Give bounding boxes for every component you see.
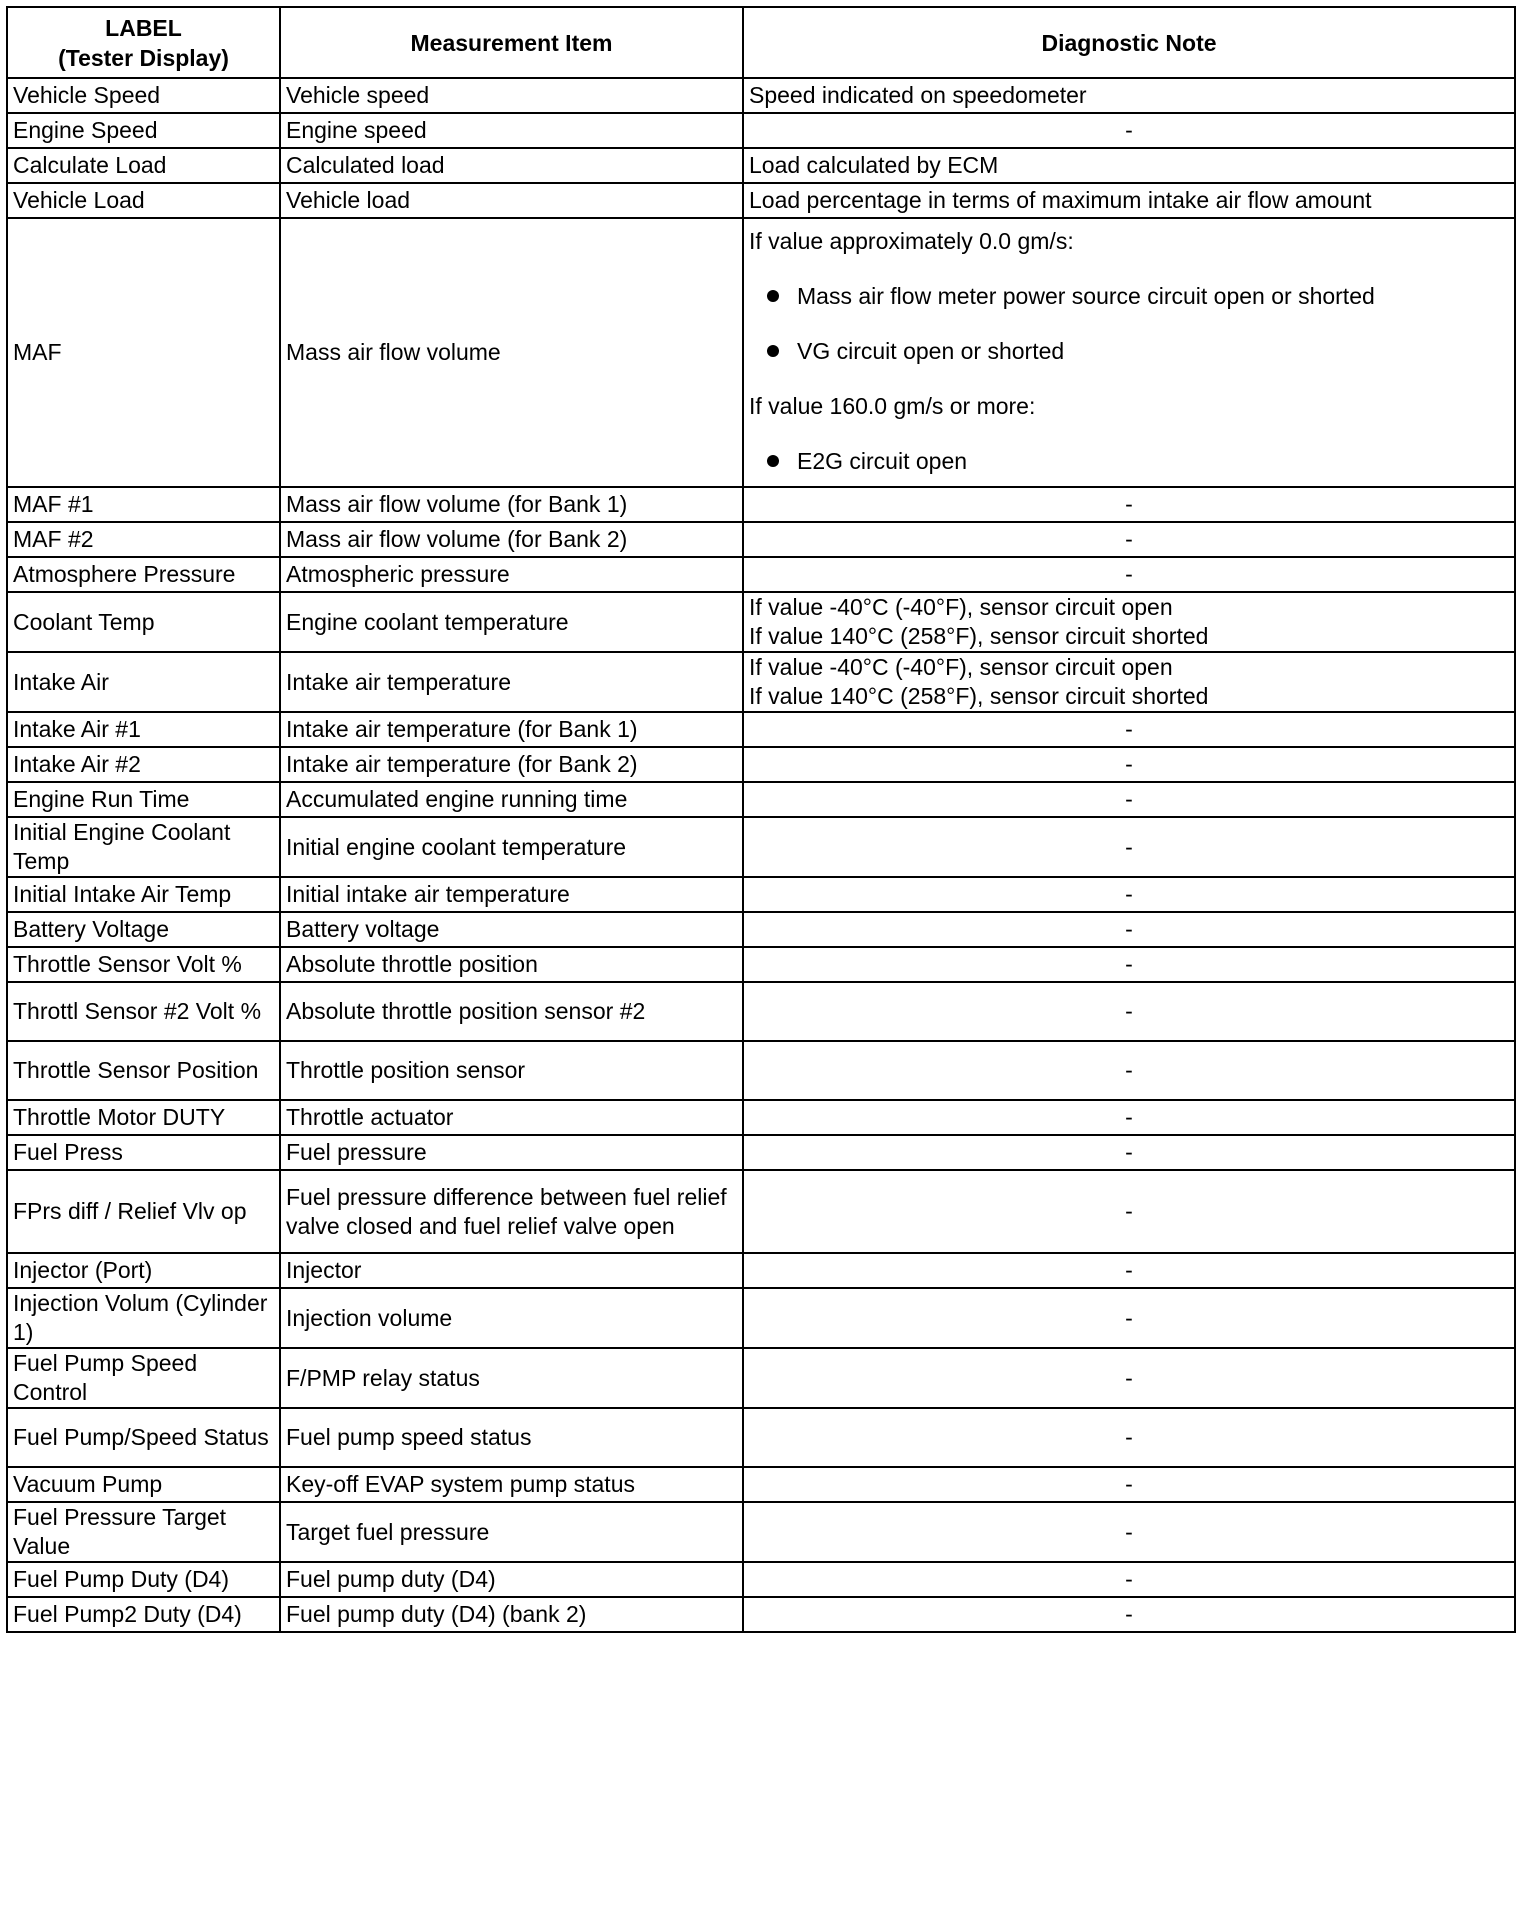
table-row [7, 183, 1515, 218]
row-measurement: Intake air temperature (for Bank 2) [280, 747, 743, 782]
maf-note-bullet1-line [749, 282, 1509, 311]
row-measurement: Fuel pressure [280, 1135, 743, 1170]
row-note: - [743, 982, 1515, 1041]
row-measurement: Engine speed [280, 113, 743, 148]
row-measurement: Intake air temperature [280, 652, 743, 712]
bullet-icon [767, 455, 779, 467]
row-measurement: Fuel pump speed status [280, 1408, 743, 1467]
row-note: - [743, 877, 1515, 912]
row-note: Load calculated by ECM [743, 148, 1515, 183]
row-label: Injection Volum (Cylinder 1) [7, 1288, 280, 1348]
row-measurement: Engine coolant temperature [280, 592, 743, 652]
row-measurement: Fuel pump duty (D4) (bank 2) [280, 1597, 743, 1632]
table-row [7, 1597, 1515, 1632]
table-row [7, 1467, 1515, 1502]
row-note: Speed indicated on speedometer [743, 78, 1515, 113]
maf-note-line2: If value 160.0 gm/s or more: [749, 393, 1036, 419]
row-note: - [743, 487, 1515, 522]
row-measurement: Target fuel pressure [280, 1502, 743, 1562]
data-list-sheet [6, 6, 1514, 1900]
table-row [7, 1562, 1515, 1597]
maf-note-bullet2: VG circuit open or shorted [797, 338, 1065, 364]
row-label: Intake Air #1 [7, 712, 280, 747]
row-label: Atmosphere Pressure [7, 557, 280, 592]
row-note: - [743, 557, 1515, 592]
data-list-table [6, 6, 1516, 1633]
intake-note-line1: If value -40°C (-40°F), sensor circuit open [749, 654, 1173, 680]
row-label: Fuel Pump Speed Control [7, 1348, 280, 1408]
row-measurement: Injector [280, 1253, 743, 1288]
table-row [7, 1288, 1515, 1348]
row-measurement: Fuel pump duty (D4) [280, 1562, 743, 1597]
table-row [7, 218, 1515, 487]
row-note: - [743, 1100, 1515, 1135]
table-row [7, 487, 1515, 522]
maf-note-bullet3: E2G circuit open [797, 448, 968, 474]
row-label: Injector (Port) [7, 1253, 280, 1288]
intake-note-line2: If value 140°C (258°F), sensor circuit shorted [749, 683, 1209, 709]
table-row [7, 652, 1515, 712]
row-note: - [743, 522, 1515, 557]
row-measurement: Battery voltage [280, 912, 743, 947]
coolant-note-line1: If value -40°C (-40°F), sensor circuit open [749, 594, 1173, 620]
row-label: MAF [7, 218, 280, 487]
row-note: - [743, 1135, 1515, 1170]
table-row [7, 148, 1515, 183]
table-row [7, 782, 1515, 817]
row-note: - [743, 1408, 1515, 1467]
row-label: Intake Air #2 [7, 747, 280, 782]
table-row [7, 982, 1515, 1041]
maf-note-line1: If value approximately 0.0 gm/s: [749, 228, 1074, 254]
table-row [7, 592, 1515, 652]
table-row [7, 78, 1515, 113]
bullet-icon [767, 345, 779, 357]
table-row [7, 817, 1515, 877]
row-note: - [743, 817, 1515, 877]
row-label: Fuel Press [7, 1135, 280, 1170]
row-note: - [743, 113, 1515, 148]
row-note: Load percentage in terms of maximum intake air flow amount [743, 183, 1515, 218]
row-measurement: Initial engine coolant temperature [280, 817, 743, 877]
table-body [7, 78, 1515, 1632]
row-label: Throttle Sensor Volt % [7, 947, 280, 982]
row-label: Initial Intake Air Temp [7, 877, 280, 912]
row-note: - [743, 912, 1515, 947]
table-row [7, 522, 1515, 557]
row-note: - [743, 1348, 1515, 1408]
row-label: FPrs diff / Relief Vlv op [7, 1170, 280, 1253]
table-header-row [7, 7, 1515, 78]
table-row [7, 912, 1515, 947]
row-note-maf [743, 218, 1515, 487]
table-row [7, 1041, 1515, 1100]
header-label-line1: LABEL [105, 14, 182, 41]
row-label: Throttl Sensor #2 Volt % [7, 982, 280, 1041]
row-note: - [743, 747, 1515, 782]
row-note-intake [743, 652, 1515, 712]
row-measurement: Mass air flow volume (for Bank 2) [280, 522, 743, 557]
row-measurement: Vehicle load [280, 183, 743, 218]
row-note: - [743, 1288, 1515, 1348]
row-measurement: Throttle position sensor [280, 1041, 743, 1100]
table-row [7, 1100, 1515, 1135]
row-measurement: Mass air flow volume (for Bank 1) [280, 487, 743, 522]
row-measurement: Absolute throttle position sensor #2 [280, 982, 743, 1041]
row-note: - [743, 1170, 1515, 1253]
row-label: Battery Voltage [7, 912, 280, 947]
table-row [7, 1170, 1515, 1253]
row-label: Engine Run Time [7, 782, 280, 817]
row-label: Vehicle Speed [7, 78, 280, 113]
table-row [7, 1135, 1515, 1170]
row-label: Initial Engine Coolant Temp [7, 817, 280, 877]
table-row [7, 113, 1515, 148]
row-measurement: Initial intake air temperature [280, 877, 743, 912]
row-label: Fuel Pump Duty (D4) [7, 1562, 280, 1597]
row-label: Throttle Sensor Position [7, 1041, 280, 1100]
row-note: - [743, 1597, 1515, 1632]
table-row [7, 1348, 1515, 1408]
row-measurement: Fuel pressure difference between fuel relief valve closed and fuel relief valve open [280, 1170, 743, 1253]
table-row [7, 747, 1515, 782]
maf-note-bullet2-line [749, 337, 1509, 366]
row-label: Fuel Pump2 Duty (D4) [7, 1597, 280, 1632]
row-measurement: Calculated load [280, 148, 743, 183]
row-measurement: Intake air temperature (for Bank 1) [280, 712, 743, 747]
coolant-note-line2: If value 140°C (258°F), sensor circuit shorted [749, 623, 1209, 649]
table-row [7, 1253, 1515, 1288]
table-row [7, 947, 1515, 982]
row-measurement: Injection volume [280, 1288, 743, 1348]
row-measurement: Atmospheric pressure [280, 557, 743, 592]
row-label: Calculate Load [7, 148, 280, 183]
row-measurement: F/PMP relay status [280, 1348, 743, 1408]
table-row [7, 712, 1515, 747]
table-row [7, 877, 1515, 912]
row-measurement: Throttle actuator [280, 1100, 743, 1135]
row-measurement: Accumulated engine running time [280, 782, 743, 817]
row-note: - [743, 1467, 1515, 1502]
row-label: MAF #1 [7, 487, 280, 522]
row-note: - [743, 1502, 1515, 1562]
row-note: - [743, 1041, 1515, 1100]
row-label: MAF #2 [7, 522, 280, 557]
table-row [7, 1408, 1515, 1467]
header-measurement: Measurement Item [280, 7, 743, 78]
row-measurement: Mass air flow volume [280, 218, 743, 487]
row-label: Intake Air [7, 652, 280, 712]
row-label: Vehicle Load [7, 183, 280, 218]
row-label: Throttle Motor DUTY [7, 1100, 280, 1135]
row-note-coolant [743, 592, 1515, 652]
row-note: - [743, 1253, 1515, 1288]
row-label: Engine Speed [7, 113, 280, 148]
header-label-line2: (Tester Display) [58, 44, 229, 71]
row-note: - [743, 712, 1515, 747]
row-label: Coolant Temp [7, 592, 280, 652]
table-row [7, 1502, 1515, 1562]
maf-note-bullet3-line [749, 447, 1509, 476]
row-label: Fuel Pressure Target Value [7, 1502, 280, 1562]
maf-note-bullet1: Mass air flow meter power source circuit open or shorted [797, 283, 1375, 309]
row-measurement: Vehicle speed [280, 78, 743, 113]
row-measurement: Key-off EVAP system pump status [280, 1467, 743, 1502]
row-measurement: Absolute throttle position [280, 947, 743, 982]
row-note: - [743, 1562, 1515, 1597]
header-note: Diagnostic Note [743, 7, 1515, 78]
row-label: Fuel Pump/Speed Status [7, 1408, 280, 1467]
table-row [7, 557, 1515, 592]
row-label: Vacuum Pump [7, 1467, 280, 1502]
header-label [7, 7, 280, 78]
bullet-icon [767, 290, 779, 302]
row-note: - [743, 947, 1515, 982]
row-note: - [743, 782, 1515, 817]
